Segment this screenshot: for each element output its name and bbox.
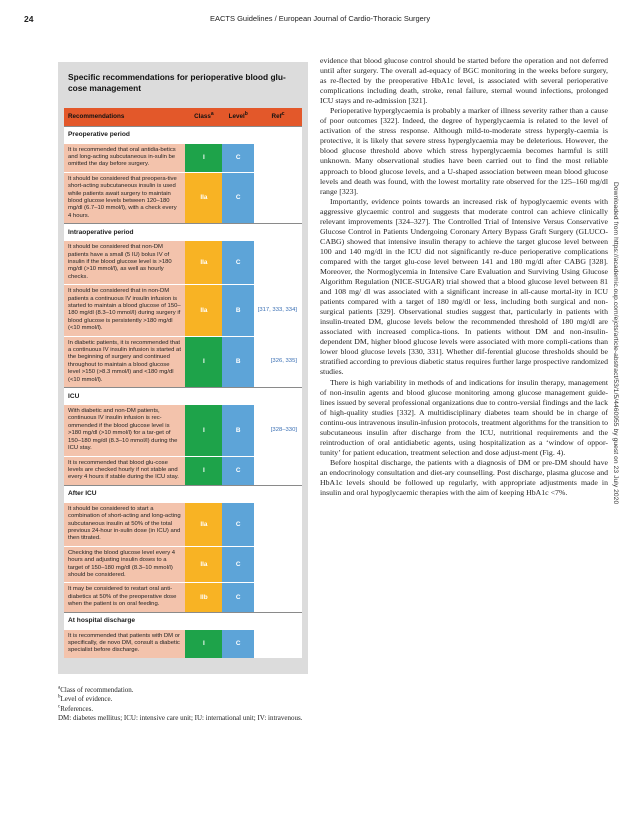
recommendations-table [64,108,302,658]
paragraph: evidence that blood glucose control should be started before the operation and not deferred until after surgery. The overall ad-equacy of BGC monitoring in the weeks before surgery, as re-flected by the preoperative HbA1c level, is associated with several perioperative complications including death, stroke, renal failure, sternal wound infections, prolonged ICU stays and re-admission [321]. [320,56,608,106]
reference-cell [254,546,302,583]
class-badge: I [185,336,222,387]
reference-cell [254,456,302,485]
table-footnotes [58,686,310,724]
reference-cell [254,172,302,223]
recommendation-text: With diabetic and non-DM patients, continuous IV insulin infusion is rec-ommended if the blood glucose level is >180 mg/dl (>10 mmol/l) for a tar-get of 150–180 mg/dl (8.3–10 mmol/l) during the ICU stay. [64,405,185,456]
recommendation-text: It should be considered that in non-DM patients a continuous IV insulin infusion is started to maintain a blood glucose of 150–180 mg/dl (8.3–10 mmol/l) during surgery if blood glucose is persistently >180 mg/dl (<10 mmol/l). [64,285,185,336]
header-recommendations: Recommendations [68,113,125,121]
level-badge: C [222,546,254,583]
table-row [64,336,302,387]
section-row [64,126,302,143]
reference-link[interactable]: [328–330] [254,405,302,456]
table-row [64,629,302,658]
section-row [64,485,302,502]
level-badge: C [222,172,254,223]
footnote-c: $^c$References. [58,704,94,713]
recommendations-box [58,62,308,674]
class-badge: I [185,456,222,485]
level-badge: C [222,143,254,172]
level-badge: C [222,241,254,285]
level-badge: C [222,502,254,546]
footnote-b: $^b$Level of evidence. [58,695,113,704]
class-badge: I [185,629,222,658]
download-sidebar [612,182,624,682]
table-row [64,405,302,456]
section-icu: ICU [64,388,302,405]
paragraph: There is high variability in methods of and indications for insulin therapy, management of non-insulin agents and blood glucose monitoring among glucose management guide-lines issued by several professional organizations due to contro-versial findings and the lack of high-quality studies [332]. A multidisciplinary diabetes team should be in charge of continu-ous intravenous insulin-infusion protocols, treatment algorithms for the transition to subcutaneous insulin after discharge from the ICU, nutritional requirements and the reintroduction of oral antidiabetic agents, using hospitalization as a ‘window of oppor-tunity’ for patient education, treatment selection and dose adjust-ment (Fig. 4). [320,377,609,457]
reference-cell [254,502,302,546]
table-row [64,546,302,583]
class-badge: IIa [185,172,222,223]
table-row [64,456,302,485]
journal-title: EACTS Guidelines / European Journal of Cardio-Thoracic Surgery [210,14,431,23]
section-after-icu: After ICU [64,485,302,502]
recommendation-text: It should be considered that non-DM patients have a small (5 IU) bolus IV of insulin if the blood glucose level is >180 mg/dl (>10 mmol/l), as well as hourly checks. [64,241,185,285]
paragraph: Perioperative hyperglycaemia is probably a marker of illness severity rather than a cause of poor outcomes [322]. Indeed, the degree of hyperglycaemia is related to the level of activation of the stress response. Although mild-to-moderate stress hypergly-caemia is protective, it is likely that severe stress hyperglycaemia may be deleterious. However, the blood glucose threshold above which stress hyperglycaemia becomes harmful is still unknown. Many observational studies have been carried out to find the most reliable approach to blood glucose levels, and a U-shaped association between mean blood glucose levels and death was found, with the lowest mortality rate observed for the 125–160 mg/dl range [323]. [320,106,608,196]
recommendation-text: Checking the blood glucose level every 4 hours and adjusting insulin doses to a target of 150–180 mg/dl (8.3–10 mmol/l) should be considered. [64,546,185,583]
section-row [64,224,302,241]
paragraph: Importantly, evidence points towards an increased risk of hypoglycaemic events with aggressive glycaemic control and suggests that moderate control can achieve clinically relevant improvements [324–327]. The Controlled Trial of Intensive Versus Conservative Glucose Control in Patients Undergoing Coronary Artery Bypass Graft Surgery (GLUCO-CABG) showed that intensive insulin therapy to achieve the target glucose level between 100 and 140 mg/dl in the ICU did not significantly re-duce perioperative complications compared with the target glu-cose level between 141 and 180 mg/dl after CABG [328]. Moreover, the Normoglycemia in Intensive Care Evaluation and Surviving Using Glucose Algorithm Regulation (NICE-SUGAR) trial showed that a blood glucose level between 81 and 108 mg/ dl was associated with a significant increase in all-cause mortal-ity in ICU patients compared with a target of 180 mg/dl or less, including both surgical and non-surgical patients [329]. Observational studies suggest that, particularly in patients with insulin-treated DM, glucose levels below the recommended threshold of 180 mg/dl are associated with increased complica-tions. In patients without DM and non-insulin-dependent DM, higher blood glucose levels were associated with more compli-cations than lower blood glucose levels [330, 331]. Whether dif-ferential glucose thresholds should be stratified according to previous diabetic status requires further large prospective randomized studies. [320,196,608,377]
table-header-row [64,108,302,126]
body-text-column [320,56,608,498]
header-class: Class$^a$ [194,111,214,121]
reference-link[interactable]: [317, 333, 334] [254,285,302,336]
footnote-abbreviations: DM: diabetes mellitus; ICU: intensive care unit; IU: international unit; IV: intravenous. [58,714,303,723]
header-ref: Ref$^c$ [271,111,285,121]
table-row [64,241,302,285]
table-row [64,583,302,612]
level-badge: B [222,336,254,387]
class-badge: IIb [185,583,222,612]
section-row [64,388,302,405]
paragraph: Before hospital discharge, the patients with a diagnosis of DM or pre-DM should have an endocrinology consultation and diet-ary counselling. Post discharge, plasma glucose and HbA1c levels should be followed up regularly, with appropriate adjustments made in insulin and oral hypoglycaemic therapies with the aim of keeping HbA1c <7%. [320,457,608,498]
recommendation-text: It is recommended that oral antidia-betics and long-acting subcutaneous in-sulin be omitted the day before surgery. [64,143,185,172]
section-preoperative: Preoperative period [64,126,302,143]
recommendation-text: In diabetic patients, it is recommended that a continuous IV insulin infusion is started at the beginning of surgery and continued throughout to maintain a blood glucose level >150 (>8.3 mmol/l) and <180 mg/dl (<10 mmol/l). [64,336,185,387]
box-title: Specific recommendations for perioperative blood glu-cose management [68,72,286,93]
class-badge: IIa [185,241,222,285]
reference-cell [254,629,302,658]
section-intraoperative: Intraoperative period [64,224,302,241]
level-badge: C [222,629,254,658]
reference-link[interactable]: [326, 335] [254,336,302,387]
table-row [64,502,302,546]
recommendation-text: It is recommended that patients with DM or specifically, de novo DM, consult a diabetic specialist before discharge. [64,629,185,658]
recommendation-text: It should be considered to start a combination of short-acting and long-acting subcutaneous insulin at 50% of the total previous 24-hour in-sulin dose (in ICU) and then titrated. [64,502,185,546]
table-row [64,285,302,336]
section-row [64,612,302,629]
page-number: 24 [24,14,34,24]
table-row [64,143,302,172]
table-row [64,172,302,223]
level-badge: C [222,456,254,485]
reference-cell [254,583,302,612]
running-header [0,14,638,28]
class-badge: IIa [185,546,222,583]
recommendation-text: It may be considered to restart oral anti-diabetics at 50% of the preoperative dose when the patient is on oral feeding. [64,583,185,612]
class-badge: I [185,405,222,456]
recommendation-text: It is recommended that blood glu-cose levels are checked hourly if not stable and every 4 hours if stable during the ICU stay. [64,456,185,485]
reference-cell [254,241,302,285]
class-badge: I [185,143,222,172]
level-badge: C [222,583,254,612]
footnote-a: $^a$Class of recommendation. [58,685,134,694]
level-badge: B [222,405,254,456]
recommendation-text: It should be considered that preopera-tive short-acting subcutaneous insulin is used while patients await surgery to maintain blood glucose levels between 120–180 mg/dl (6.7–10 mmol/l), with a check every 4 hours. [64,172,185,223]
class-badge: IIa [185,285,222,336]
header-level: Level$^b$ [228,111,248,121]
download-notice: Downloaded from https://academic.oup.com/ejcts/article-abstract/53/1/5/4460955 by guest on 23 July 2020 [612,182,619,505]
level-badge: B [222,285,254,336]
reference-cell [254,143,302,172]
class-badge: IIa [185,502,222,546]
section-discharge: At hospital discharge [64,612,302,629]
